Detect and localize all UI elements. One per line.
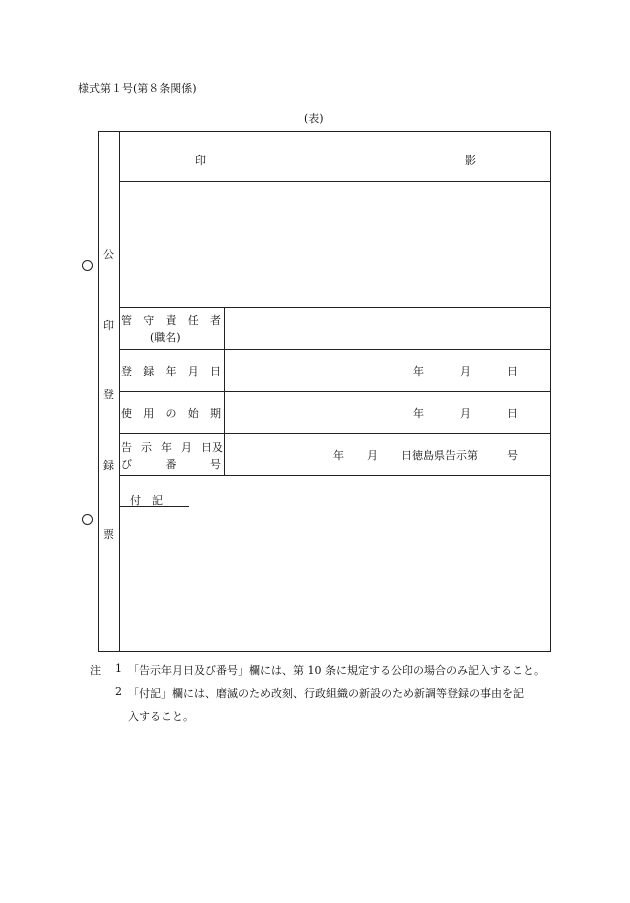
punch-hole-circle-icon xyxy=(82,260,93,271)
side-label-hyo: 票 xyxy=(103,528,114,541)
registration-date-label: 登 録 年 月 日 xyxy=(121,365,221,378)
start-of-use-field[interactable]: 年 月 日 xyxy=(413,407,518,420)
custodian-field[interactable] xyxy=(225,308,550,349)
remarks-field[interactable] xyxy=(120,509,550,650)
registration-date-field[interactable]: 年 月 日 xyxy=(413,365,518,378)
note-text: 「告示年月日及び番号」欄には、第 10 条に規定する公印の場合のみ記入すること。 xyxy=(128,664,545,677)
side-label-ko: 公 xyxy=(103,248,114,261)
custodian-sublabel: (職名) xyxy=(150,331,181,344)
notice-date-label-line2: び 番 号 xyxy=(121,458,221,471)
table-top-border xyxy=(98,131,551,132)
punch-hole-circle-icon xyxy=(82,514,93,525)
imprint-area[interactable] xyxy=(120,182,550,306)
note-number: 2 xyxy=(115,685,122,698)
imprint-label-ei: 影 xyxy=(465,154,476,167)
table-bottom-border xyxy=(98,651,551,652)
note-number: 1 xyxy=(115,662,122,675)
row-divider xyxy=(119,475,550,476)
table-left-border xyxy=(98,131,99,652)
notice-date-label-line1: 告 示 年 月 日及 xyxy=(121,441,223,454)
note-text-continuation: 入すること。 xyxy=(128,710,194,723)
remarks-underline xyxy=(120,506,189,507)
table-right-border xyxy=(550,131,551,652)
form-number: 様式第１号(第８条関係) xyxy=(78,82,197,95)
notes-prefix: 注 xyxy=(90,664,101,677)
custodian-label: 管 守 責 任 者 xyxy=(121,314,221,327)
side-label-in: 印 xyxy=(103,319,114,332)
note-text: 「付記」欄には、磨滅のため改刻、行政組織の新設のため新調等登録の事由を記 xyxy=(128,687,524,700)
imprint-label-in: 印 xyxy=(195,154,206,167)
side-label: (表) xyxy=(304,112,324,125)
start-of-use-label: 使 用 の 始 期 xyxy=(121,407,221,420)
side-label-roku: 録 xyxy=(103,459,114,472)
side-label-to: 登 xyxy=(103,388,114,401)
remarks-label: 付 記 xyxy=(130,494,163,507)
notice-date-field[interactable]: 年 月 日徳島県告示第 号 xyxy=(333,449,518,462)
